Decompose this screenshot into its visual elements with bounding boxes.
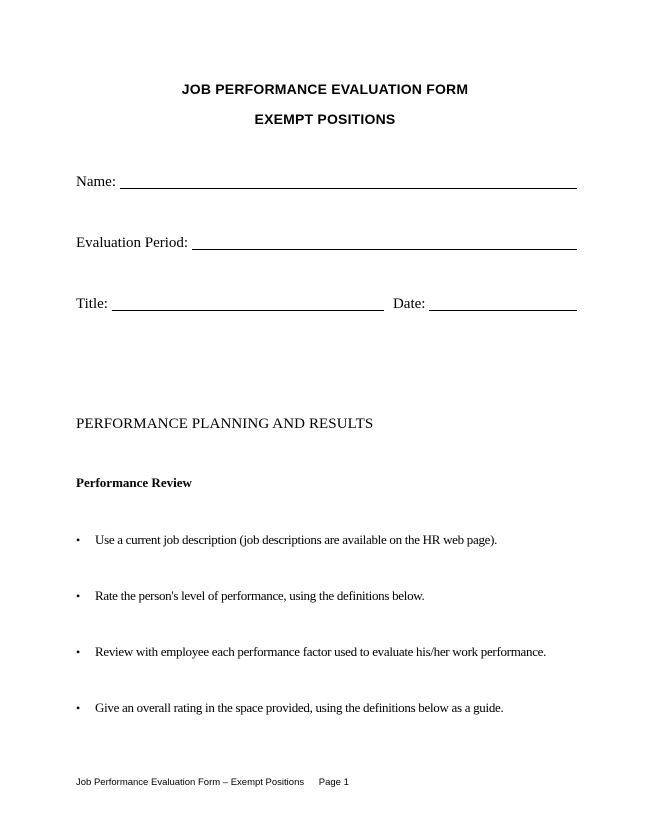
footer-text: Job Performance Evaluation Form – Exempt Positions [76,777,305,788]
list-item [76,644,596,700]
list-item [76,588,596,644]
name-label: Name: [76,174,116,190]
evaluation-period-label: Evaluation Period: [76,235,189,251]
instructions-list [76,532,596,756]
title-date-field-row [76,293,577,313]
list-item-text: Rate the person's level of performance, using the definitions below. [95,588,425,603]
list-item-text: Give an overall rating in the space provided, using the definitions below as a guide. [95,700,504,715]
list-item-text: Review with employee each performance factor used to evaluate his/her work performance. [95,644,547,659]
evaluation-period-input-line[interactable] [192,249,577,250]
section-heading: PERFORMANCE PLANNING AND RESULTS [76,416,374,432]
performance-review-heading: Performance Review [76,475,192,490]
date-input-line[interactable] [429,310,577,311]
name-input-line[interactable] [120,188,577,189]
title-input-line[interactable] [112,310,384,311]
list-item-text: Use a current job description (job descriptions are available on the HR web page). [95,532,498,547]
form-subtitle: EXEMPT POSITIONS [254,111,396,127]
page-footer [76,777,349,788]
page-number: Page 1 [318,777,349,788]
bullet-icon: • [76,589,80,603]
date-label: Date: [392,296,426,312]
form-title: JOB PERFORMANCE EVALUATION FORM [181,81,469,97]
list-item [76,532,596,588]
bullet-icon: • [76,533,80,547]
list-item [76,700,596,756]
bullet-icon: • [76,701,80,715]
title-label: Title: [76,296,108,312]
evaluation-period-field-row [76,232,577,252]
bullet-icon: • [76,645,80,659]
name-field-row [76,171,577,191]
